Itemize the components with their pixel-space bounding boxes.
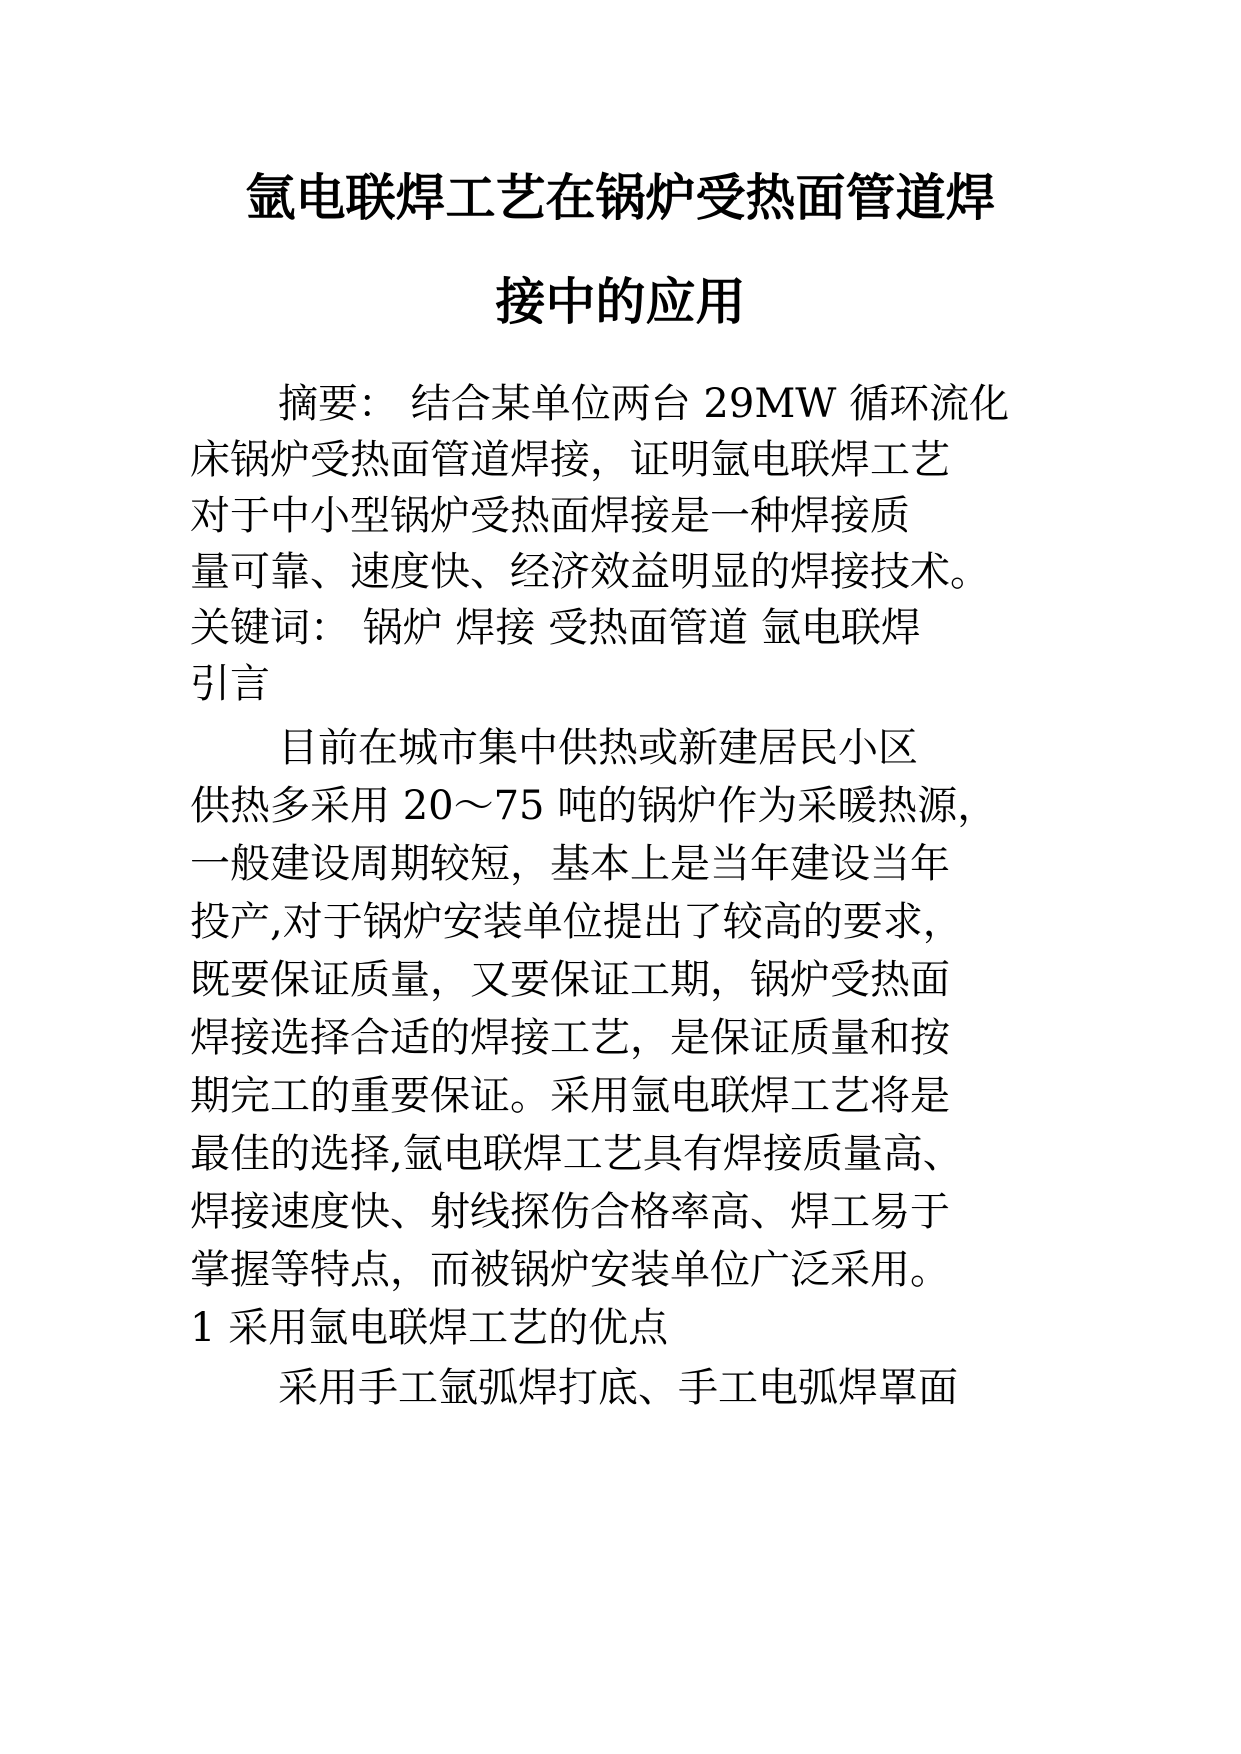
body-line-5: 既要保证质量，又要保证工期，锅炉受热面 [190,957,950,1003]
body-line-11: 采用手工氩弧焊打底、手工电弧焊罩面 [278,1365,958,1411]
abstract-line-1: 摘要： 结合某单位两台 29MW 循环流化 [278,381,1010,427]
body-line-7: 期完工的重要保证。采用氩电联焊工艺将是 [190,1073,950,1119]
body-line-8: 最佳的选择,氩电联焊工艺具有焊接质量高、 [190,1131,963,1177]
body-line-9: 焊接速度快、射线探伤合格率高、焊工易于 [190,1189,950,1235]
body-line-1: 目前在城市集中供热或新建居民小区 [278,725,918,771]
section-heading-1: 1 采用氩电联焊工艺的优点 [190,1305,669,1351]
body-line-4: 投产,对于锅炉安装单位提出了较高的要求， [190,899,963,945]
section-heading-intro: 引言 [190,661,270,707]
document-title-line-2: 接中的应用 [495,273,746,331]
abstract-line-2: 床锅炉受热面管道焊接，证明氩电联焊工艺 [190,437,950,483]
body-line-10: 掌握等特点，而被锅炉安装单位广泛采用。 [190,1247,950,1293]
body-line-2: 供热多采用 20～75 吨的锅炉作为采暖热源， [190,783,998,829]
body-line-6: 焊接选择合适的焊接工艺，是保证质量和按 [190,1015,950,1061]
body-line-3: 一般建设周期较短，基本上是当年建设当年 [190,841,950,887]
abstract-line-4: 量可靠、速度快、经济效益明显的焊接技术。 [190,549,990,595]
abstract-line-3: 对于中小型锅炉受热面焊接是一种焊接质 [190,493,910,539]
keywords-line: 关键词： 锅炉 焊接 受热面管道 氩电联焊 [190,605,921,651]
document-title-line-1: 氩电联焊工艺在锅炉受热面管道焊 [245,169,996,227]
